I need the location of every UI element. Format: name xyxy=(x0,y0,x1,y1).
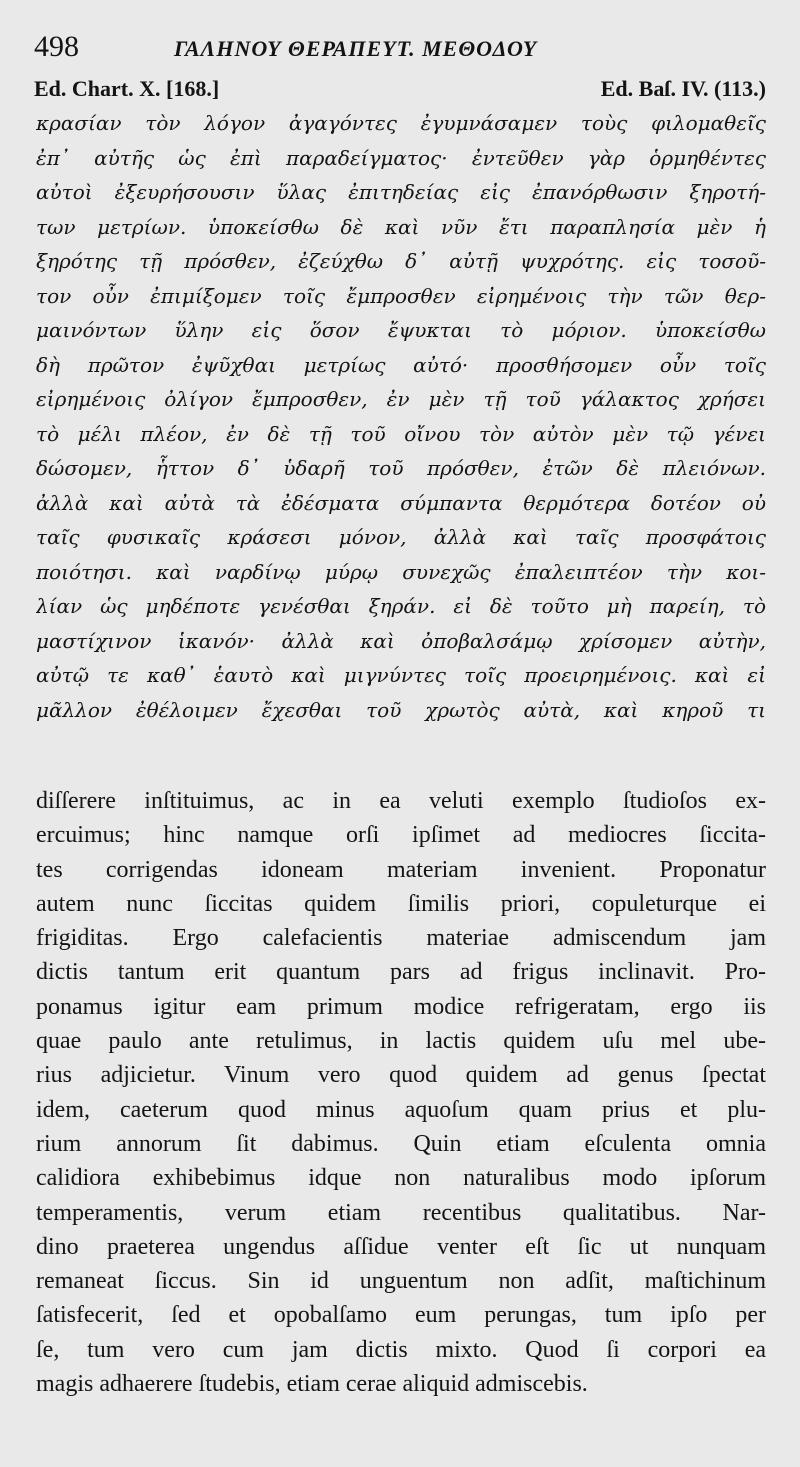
latin-line: dino praeterea ungendus aſſidue venter eſt ſic ut nunquam xyxy=(36,1233,766,1260)
greek-line: δὴ πρῶτον ἐψῦχθαι μετρίως αὐτό· προσθήσομεν οὖν τοῖς xyxy=(36,352,766,377)
greek-line: κρασίαν τὸν λόγον ἀγαγόντες ἐγυμνάσαμεν τοὺς φιλομαθεῖς xyxy=(36,111,766,135)
greek-line: εἰρημένοις ὀλίγον ἔμπροσθεν, ἐν μὲν τῇ τοῦ γάλακτος χρήσει xyxy=(36,387,766,411)
latin-line: rium annorum ſit dabimus. Quin etiam eſculenta omnia xyxy=(36,1130,766,1157)
latin-line: ponamus igitur eam primum modice refrigeratam, ergo iis xyxy=(36,993,766,1020)
greek-line: αὐτῷ τε καθ᾽ ἑαυτὸ καὶ μιγνύντες τοῖς προειρημένοις. καὶ εἰ xyxy=(36,663,766,687)
latin-text-block xyxy=(36,784,766,1401)
greek-line: μᾶλλον ἐθέλοιμεν ἔχεσθαι τοῦ χρωτὸς αὐτὰ, καὶ κηροῦ τι xyxy=(36,697,766,722)
latin-line: tes corrigendas idoneam materiam invenient. Proponatur xyxy=(36,856,766,883)
edition-basel-reference: Ed. Baſ. IV. (113.) xyxy=(600,76,766,101)
greek-line: ξηρότης τῇ πρόσθεν, ἐζεύχθω δ᾽ αὐτῇ ψυχρότης. εἰς τοσοῦ- xyxy=(36,249,766,273)
greek-line: ποιότησι. καὶ ναρδίνῳ μύρῳ συνεχῶς ἐπαλειπτέον τὴν κοι- xyxy=(36,559,766,584)
greek-line: μαινόντων ὕλην εἰς ὅσον ἔψυκται τὸ μόριον. ὑποκείσθω xyxy=(36,318,766,342)
latin-line: temperamentis, verum etiam recentibus qualitatibus. Nar- xyxy=(36,1199,766,1226)
greek-line: δώσομεν, ἧττον δ᾽ ὑδαρῆ τοῦ πρόσθεν, ἐτῶν δὲ πλειόνων. xyxy=(36,456,766,480)
latin-line: frigiditas. Ergo calefacientis materiae admiscendum jam xyxy=(36,925,766,952)
page-number: 498 xyxy=(34,30,79,63)
greek-line: των μετρίων. ὑποκείσθω δὲ καὶ νῦν ἔτι παραπλησία μὲν ἡ xyxy=(36,214,766,239)
greek-line: τον οὖν ἐπιμίξομεν τοῖς ἔμπροσθεν εἰρημένοις τὴν τῶν θερ- xyxy=(36,283,766,308)
running-title: ΓΑΛΗΝΟΥ ΘΕΡΑΠΕΥΤ. ΜΕΘΟΔΟΥ xyxy=(174,36,538,61)
latin-line: ercuimus; hinc namque orſi ipſimet ad mediocres ſiccita- xyxy=(36,822,766,849)
greek-line: ἀλλὰ καὶ αὐτὰ τὰ ἐδέσματα σύμπαντα θερμότερα δοτέον οὐ xyxy=(36,490,766,515)
greek-line: ἐπ᾽ αὐτῆς ὡς ἐπὶ παραδείγματος· ἐντεῦθεν γὰρ ὁρμηθέντες xyxy=(36,145,766,170)
latin-line: dictis tantum erit quantum pars ad frigus inclinavit. Pro- xyxy=(36,959,766,986)
latin-line: quae paulo ante retulimus, in lactis quidem uſu mel ube- xyxy=(36,1028,766,1055)
latin-line: calidiora exhibebimus idque non naturalibus modo ipſorum xyxy=(36,1165,766,1192)
latin-line: magis adhaerere ſtudebis, etiam cerae aliquid admiscebis. xyxy=(36,1371,588,1398)
latin-line: ſatisfecerit, ſed et opobalſamo eum perungas, tum ipſo per xyxy=(36,1302,766,1329)
greek-line: μαστίχινον ἱκανόν· ἀλλὰ καὶ ὀποβαλσάμῳ χρίσομεν αὐτὴν, xyxy=(36,628,766,653)
latin-line: diſſerere inſtituimus, ac in ea veluti exemplo ſtudioſos ex- xyxy=(36,788,766,814)
page-header xyxy=(34,30,766,70)
greek-text-block xyxy=(36,106,766,727)
latin-line: ſe, tum vero cum jam dictis mixto. Quod ſi corpori ea xyxy=(36,1336,766,1363)
latin-line: remaneat ſiccus. Sin id unguentum non adſit, maſtichinum xyxy=(36,1268,766,1295)
greek-line: τὸ μέλι πλέον, ἐν δὲ τῇ τοῦ οἴνου τὸν αὐτὸν μὲν τῷ γένει xyxy=(36,421,766,446)
latin-line: rius adjicietur. Vinum vero quod quidem ad genus ſpectat xyxy=(36,1062,766,1089)
latin-line: autem nunc ſiccitas quidem ſimilis priori, copuleturque ei xyxy=(36,890,766,917)
greek-line: λίαν ὡς μηδέποτε γενέσθαι ξηράν. εἰ δὲ τοῦτο μὴ παρείη, τὸ xyxy=(36,594,766,618)
edition-references xyxy=(34,76,766,104)
greek-line: ταῖς φυσικαῖς κράσεσι μόνον, ἀλλὰ καὶ ταῖς προσφάτοις xyxy=(36,525,766,549)
greek-line: αὐτοὶ ἐξευρήσουσιν ὕλας ἐπιτηδείας εἰς ἐπανόρθωσιν ξηροτή- xyxy=(36,180,766,204)
edition-chartier-reference: Ed. Chart. X. [168.] xyxy=(34,76,220,101)
latin-line: idem, caeterum quod minus aquoſum quam prius et plu- xyxy=(36,1096,766,1123)
